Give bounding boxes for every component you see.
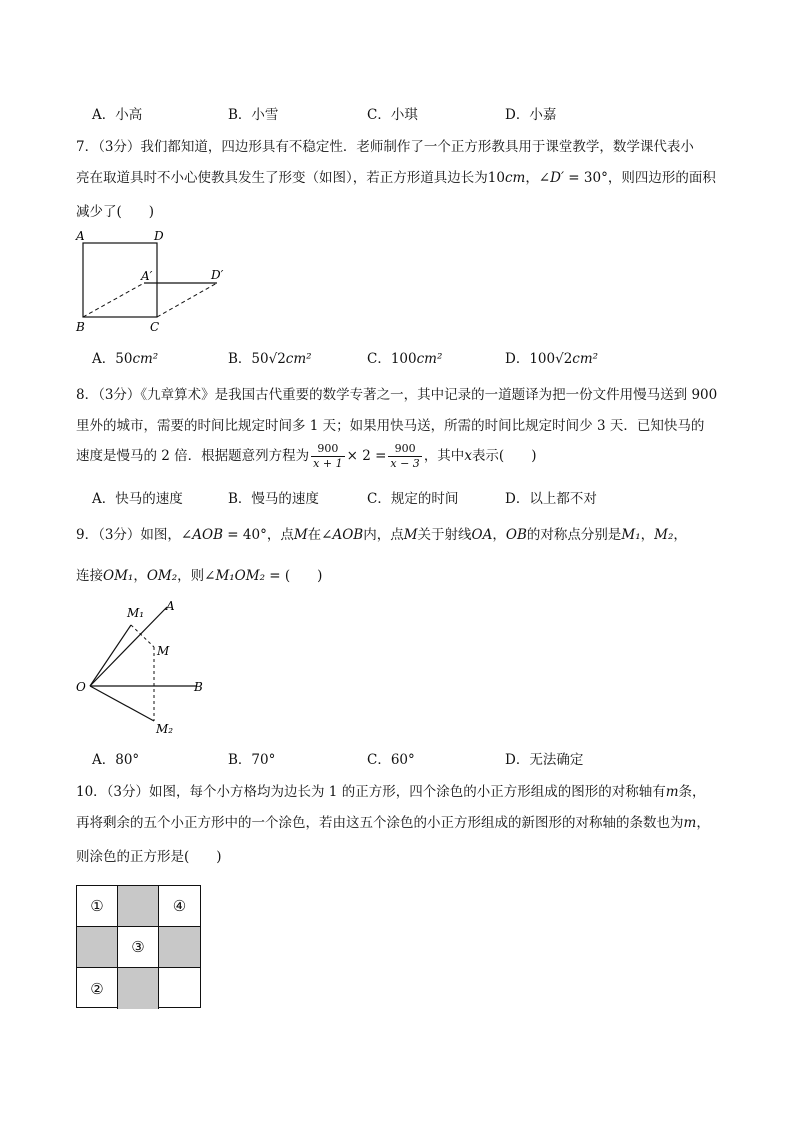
q7-label-a: A <box>76 229 85 243</box>
q7-figure <box>70 226 240 336</box>
q10-line3: 则涂色的正方形是( ) <box>76 849 222 865</box>
q8-line2: 里外的城市，需要的时间比规定时间多 1 天；如果用快马送，所需的时间比规定时间少 3 天．已知快马的 <box>76 418 705 434</box>
q8-fraction-1: $\frac{900}{x + 1}$ <box>313 442 343 470</box>
q7-label-d: D <box>154 229 164 243</box>
q9-option-b: B．70° <box>228 752 276 768</box>
q9-label-m2: M₂ <box>156 722 174 736</box>
q8-option-a: A．快马的速度 <box>92 491 183 507</box>
q7-label-b: B <box>76 320 85 334</box>
q9-option-c: C．60° <box>367 752 415 768</box>
q9-label-o: O <box>76 680 86 694</box>
q7-label-c: C <box>150 320 160 334</box>
q7-line1: 7．（3分）我们都知道，四边形具有不稳定性．老师制作了一个正方形教具用于课堂教学，数学课代表小 <box>76 139 694 155</box>
grid-cell-shaded <box>118 968 159 1009</box>
q9-line2: 连接OM₁，OM₂，则∠M₁OM₂ = ( ) <box>76 568 323 584</box>
q8-line1: 8．（3分）《九章算术》是我国古代重要的数学专著之一，其中记录的一道题译为把一份文件用慢马送到 900 <box>76 387 718 403</box>
grid-cell-shaded <box>77 927 118 968</box>
grid-cell-shaded <box>118 886 159 927</box>
q6-option-c: C．小琪 <box>367 107 418 123</box>
q10-grid <box>76 885 201 1008</box>
q6-option-b: B．小雪 <box>228 107 279 123</box>
grid-cell-4: ④ <box>159 886 200 927</box>
q7-option-b: B．50√2cm² <box>228 351 312 367</box>
q8-option-d: D．以上都不对 <box>505 491 597 507</box>
q7-line3: 减少了( ) <box>76 204 155 220</box>
grid-cell-2: ② <box>77 968 118 1009</box>
q8-line3: 速度是慢马的 2 倍．根据题意列方程为 $\frac{900}{x + 1}$ × 2 = $\frac{900}{x - 3}$ ，其中x表示( ) <box>76 442 537 470</box>
grid-cell-empty <box>159 968 200 1009</box>
q6-option-a: A．小高 <box>92 107 143 123</box>
q9-figure <box>70 595 220 740</box>
q7-label-dprime: D′ <box>211 268 224 282</box>
q7-label-aprime: A′ <box>141 269 153 283</box>
q7-option-c: C．100cm² <box>367 351 443 367</box>
q9-line1: 9．（3分）如图，∠AOB = 40°，点M在∠AOB内，点M关于射线OA，OB的对称点分别是M₁，M₂， <box>76 527 687 543</box>
q7-line2: 亮在取道具时不小心使教具发生了形变（如图），若正方形道具边长为10cm，∠D′ = 30°，则四边形的面积 <box>76 170 716 186</box>
q10-line1: 10．（3分）如图，每个小方格均为边长为 1 的正方形，四个涂色的小正方形组成的图形的对称轴有m条， <box>76 784 706 800</box>
q9-option-d: D．无法确定 <box>505 752 584 768</box>
q8-fraction-2: $\frac{900}{x - 3}$ <box>390 442 420 470</box>
q7-option-d: D．100√2cm² <box>505 351 599 367</box>
grid-cell-shaded <box>159 927 200 968</box>
q6-option-d: D．小嘉 <box>505 107 557 123</box>
q9-label-m: M <box>157 644 170 658</box>
q9-option-a: A．80° <box>92 752 140 768</box>
q8-option-b: B．慢马的速度 <box>228 491 319 507</box>
q8-option-c: C．规定的时间 <box>367 491 459 507</box>
q9-label-a: A <box>166 599 175 613</box>
q10-line2: 再将剩余的五个小正方形中的一个涂色，若由这五个涂色的小正方形组成的新图形的对称轴的条数也为m， <box>76 815 710 831</box>
q7-option-a: A．50cm² <box>92 351 159 367</box>
q9-label-b: B <box>194 680 203 694</box>
q9-label-m1: M₁ <box>127 606 145 620</box>
grid-cell-3: ③ <box>118 927 159 968</box>
grid-cell-1: ① <box>77 886 118 927</box>
